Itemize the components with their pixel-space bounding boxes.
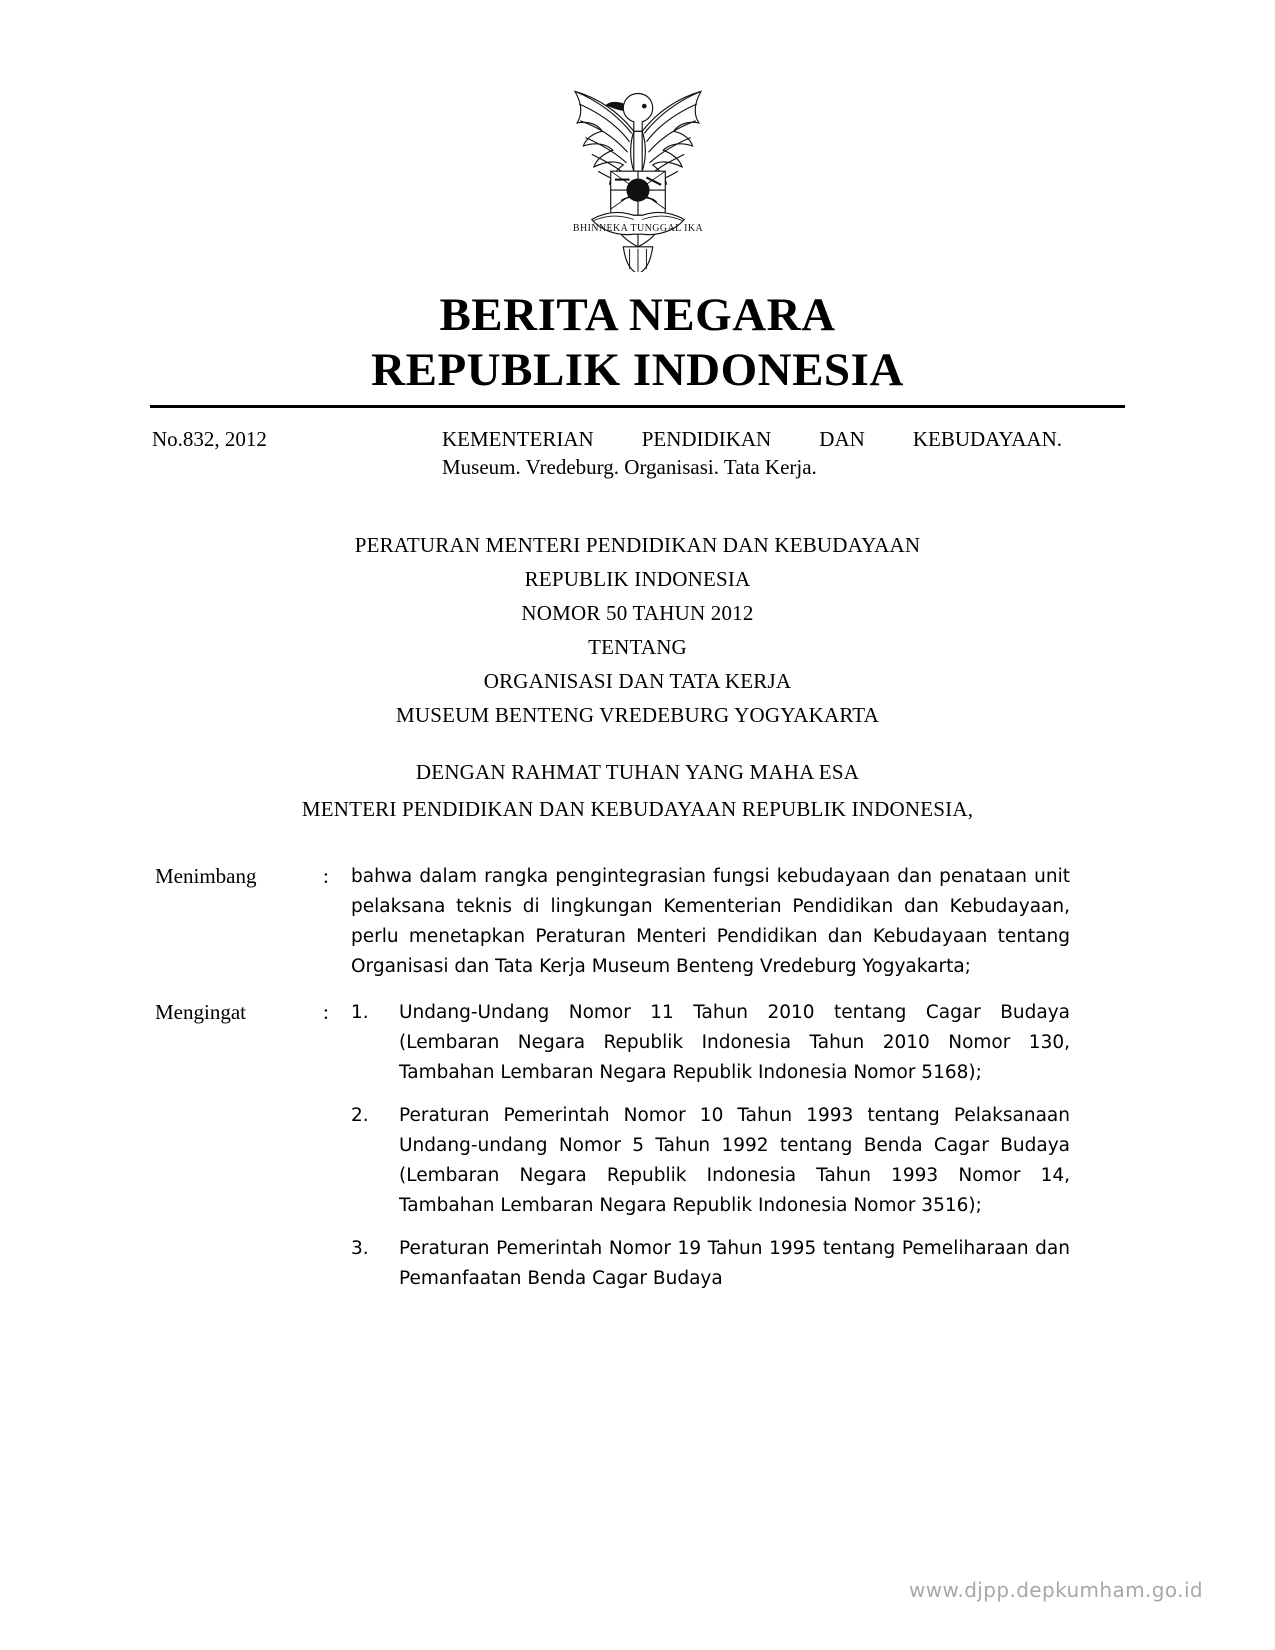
clause-label: Mengingat: [155, 999, 246, 1024]
title-line-2: REPUBLIK INDONESIA: [524, 567, 751, 592]
list-item: [351, 1234, 1070, 1294]
list-item-text: Undang-Undang Nomor 11 Tahun 2010 tentang Cagar Budaya (Lembaran Negara Republik Indonesia Tahun 2010 Nomor 130, Tambahan Lembaran Negara Republik Indonesia Nomor 5168);: [399, 1001, 1070, 1083]
clause-mengingat: [155, 998, 1070, 1307]
clause-paragraph: bahwa dalam rangka pengintegrasian fungsi kebudayaan dan penataan unit pelaksana teknis di lingkungan Kementerian Pendidikan dan Kebudayaan, perlu menetapkan Peraturan Menteri Pendidikan dan Kebudayaan tentang Organisasi dan Tata Kerja Museum Benteng Vredeburg Yogyakarta;: [351, 866, 1070, 977]
preamble-block: [150, 754, 1125, 828]
list-item: [351, 998, 1070, 1088]
clause-content: [351, 862, 1070, 982]
title-line-1: PERATURAN MENTERI PENDIDIKAN DAN KEBUDAYAAN: [354, 533, 921, 557]
title-line-5: ORGANISASI DAN TATA KERJA: [483, 669, 792, 694]
list-item-number: 1.: [351, 1001, 369, 1023]
masthead: [150, 288, 1125, 408]
masthead-line-2: REPUBLIK INDONESIA: [371, 344, 904, 397]
reference-subject: [442, 425, 1062, 482]
clause-colon: :: [323, 999, 329, 1024]
clause-colon: :: [323, 864, 329, 888]
list-item-text: Peraturan Pemerintah Nomor 10 Tahun 1993 tentang Pelaksanaan Undang-undang Nomor 5 Tahun 1992 tentang Benda Cagar Budaya (Lembaran Negara Republik Indonesia Tahun 1993 Nomor 14, Tambahan Lembaran Negara Republik Indonesia Nomor 3516);: [399, 1104, 1070, 1216]
title-line-3: NOMOR 50 TAHUN 2012: [521, 601, 754, 626]
footer-watermark: www.djpp.depkumham.go.id: [909, 1578, 1203, 1602]
title-line-4: TENTANG: [588, 635, 687, 660]
list-item-number: 2.: [351, 1104, 369, 1126]
title-line-6: MUSEUM BENTENG VREDEBURG YOGYAKARTA: [396, 703, 879, 728]
clause-menimbang: [155, 862, 1070, 982]
garuda-pancasila-emblem: [533, 62, 743, 272]
emblem-container: [0, 62, 1275, 277]
gazette-number: No.832, 2012: [152, 427, 267, 451]
list-item-number: 3.: [351, 1237, 369, 1259]
list-item: [351, 1101, 1070, 1221]
reference-ministry: KEMENTERIAN PENDIDIKAN DAN KEBUDAYAAN.: [442, 427, 1062, 451]
reference-keywords: Museum. Vredeburg. Organisasi. Tata Kerja.: [442, 455, 817, 480]
clause-label: Menimbang: [155, 864, 257, 888]
reference-row: [152, 425, 1062, 482]
preamble-line-2: MENTERI PENDIDIKAN DAN KEBUDAYAAN REPUBLIK INDONESIA,: [301, 796, 974, 821]
clause-content: [351, 998, 1070, 1307]
masthead-divider: [150, 405, 1125, 408]
list-item-text: Peraturan Pemerintah Nomor 19 Tahun 1995 tentang Pemeliharaan dan Pemanfaatan Benda Cagar Budaya: [399, 1237, 1070, 1289]
document-body: [155, 862, 1070, 1323]
preamble-line-1: DENGAN RAHMAT TUHAN YANG MAHA ESA: [415, 760, 860, 785]
svg-text:BHINNEKA TUNGGAL IKA: BHINNEKA TUNGGAL IKA: [572, 223, 703, 235]
masthead-line-1: BERITA NEGARA: [439, 289, 836, 341]
title-block: [150, 528, 1125, 828]
